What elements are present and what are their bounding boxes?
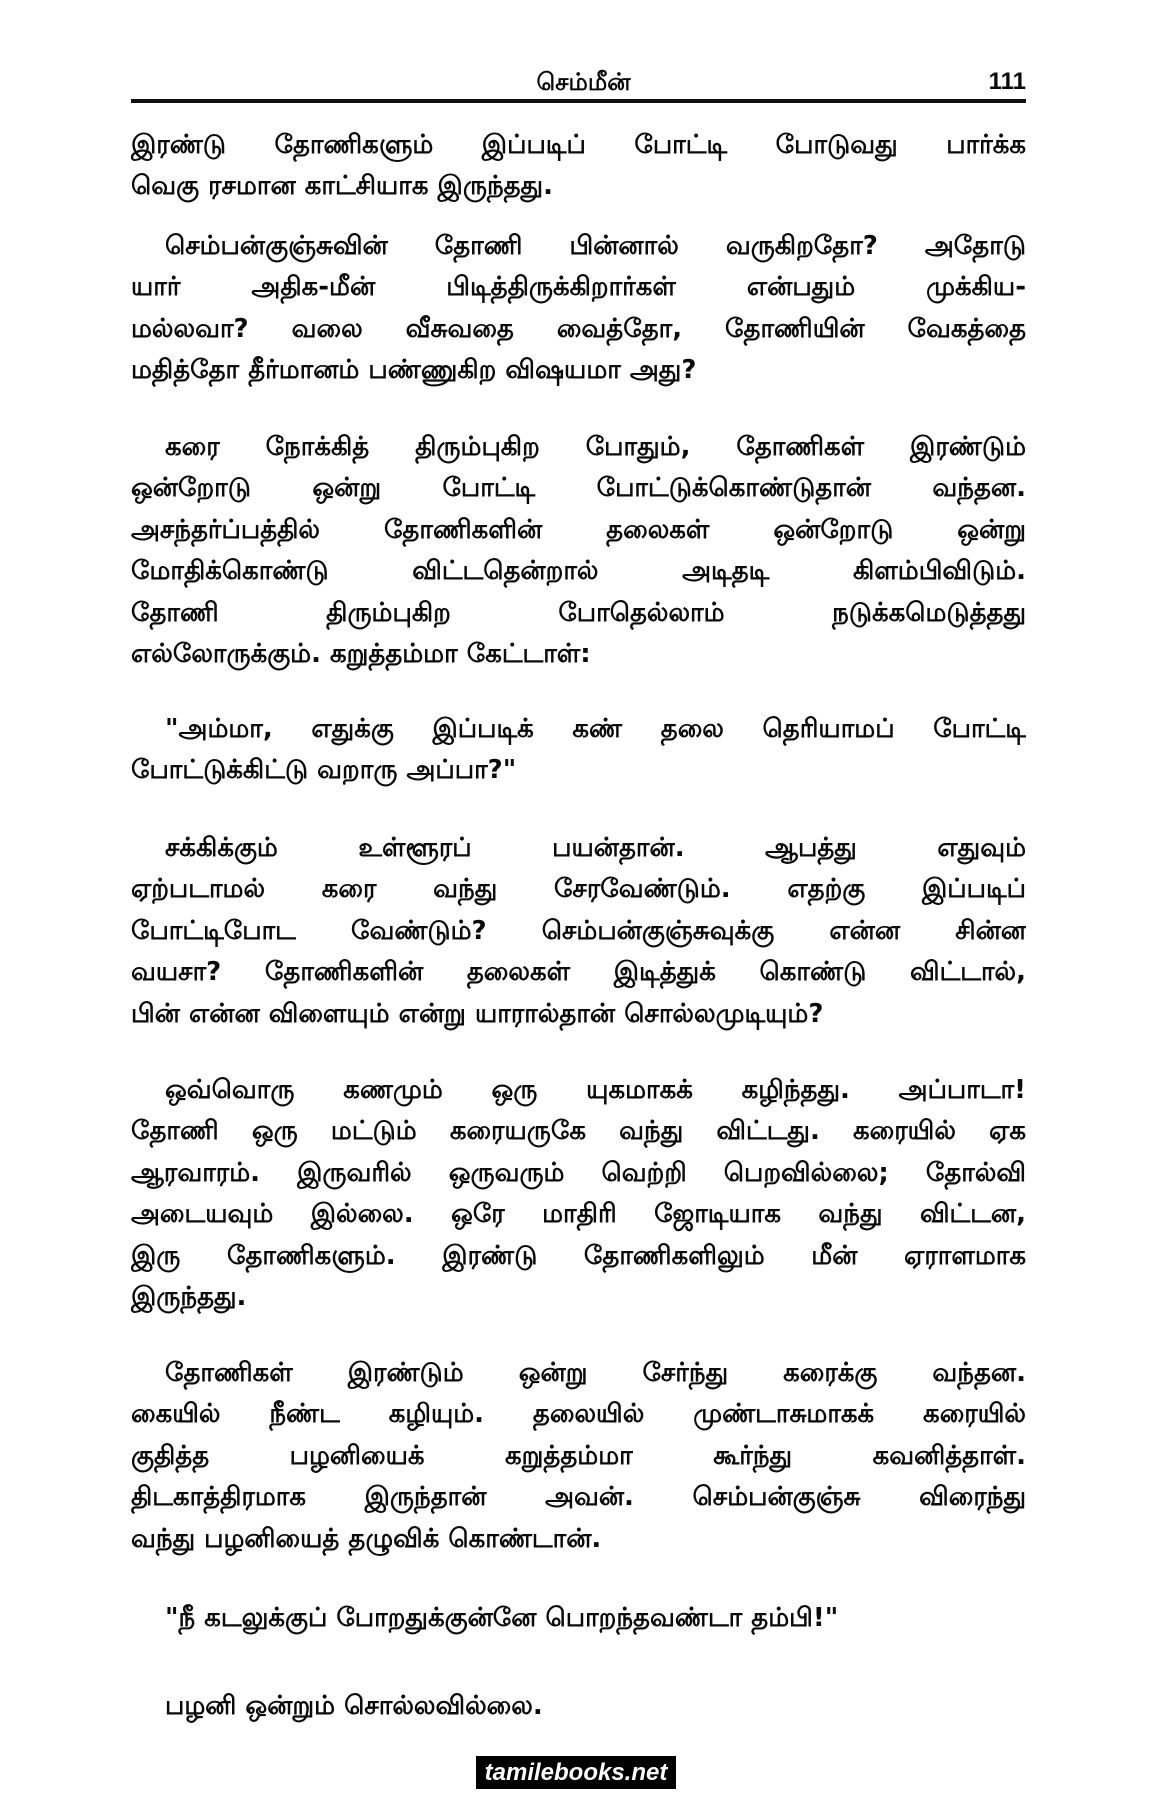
paragraph: [131, 1070, 1026, 1318]
text-line: தோணி ஒரு மட்டும் கரையருகே வந்து விட்டது. கரையில் ஏக: [131, 1116, 1026, 1147]
paragraph: [131, 1598, 1026, 1639]
text-line: போட்டிபோட வேண்டும்? செம்பன்குஞ்சுவுக்கு என்ன சின்ன: [131, 915, 1026, 946]
text-line: யார் அதிக-மீன் பிடித்திருக்கிறார்கள் என்பதும் முக்கிய-: [131, 272, 1026, 303]
text-line: ஒவ்வொரு கணமும் ஒரு யுகமாகக் கழிந்தது. அப்பாடா!: [165, 1075, 1026, 1105]
text-line: கரை நோக்கித் திரும்புகிற போதும், தோணிகள் இரண்டும்: [165, 432, 1026, 462]
text-line: வயசா? தோணிகளின் தலைகள் இடித்துக் கொண்டு விட்டால்,: [131, 957, 1026, 988]
text-line: செம்பன்குஞ்சுவின் தோணி பின்னால் வருகிறதோ? அதோடு: [165, 231, 1026, 261]
text-line: தோணி திரும்புகிற போதெல்லாம் நடுக்கமெடுத்தது: [131, 597, 1026, 628]
text-line: பழனி ஒன்றும் சொல்லவில்லை.: [165, 1691, 543, 1721]
paragraph: [131, 427, 1026, 675]
paragraph: [131, 226, 1026, 392]
text-line: இரண்டு தோணிகளும் இப்படிப் போட்டி போடுவது பார்க்க: [131, 130, 1026, 160]
text-line: ஏற்படாமல் கரை வந்து சேரவேண்டும். எதற்கு இப்படிப்: [131, 874, 1026, 905]
text-line: இரு தோணிகளும். இரண்டு தோணிகளிலும் மீன் ஏராளமாக: [131, 1240, 1026, 1271]
text-line: "நீ கடலுக்குப் போறதுக்குன்னே பொறந்தவண்டா தம்பி!": [165, 1603, 839, 1633]
text-line: மதித்தோ தீர்மானம் பண்ணுகிற விஷயமா அது?: [131, 355, 697, 386]
watermark-tamilebooks: tamilebooks.net: [476, 1756, 676, 1789]
text-line: கையில் நீண்ட கழியும். தலையில் முண்டாசுமாகக் கரையில்: [131, 1399, 1026, 1430]
text-line: சக்கிக்கும் உள்ளூரப் பயன்தான். ஆபத்து எதுவும்: [165, 833, 1026, 863]
text-line: மோதிக்கொண்டு விட்டதென்றால் அடிதடி கிளம்பிவிடும்.: [131, 556, 1026, 587]
page-number: 111: [988, 68, 1026, 95]
text-line: போட்டுக்கிட்டு வறாரு அப்பா?": [131, 755, 517, 786]
text-line: வந்து பழனியைத் தழுவிக் கொண்டான்.: [131, 1523, 602, 1554]
running-header-title: செம்மீன்: [536, 68, 631, 96]
text-line: குதித்த பழனியைக் கறுத்தம்மா கூர்ந்து கவனித்தாள்.: [131, 1440, 1026, 1471]
text-line: இருந்தது.: [131, 1281, 247, 1312]
paragraph: [131, 1353, 1026, 1560]
paragraph: [131, 709, 1026, 792]
text-line: எல்லோருக்கும். கறுத்தம்மா கேட்டாள்:: [131, 638, 591, 669]
header-rule: [131, 99, 1026, 103]
text-line: மல்லவா? வலை வீசுவதை வைத்தோ, தோணியின் வேகத்தை: [131, 313, 1026, 344]
text-line: அடையவும் இல்லை. ஒரே மாதிரி ஜோடியாக வந்து விட்டன,: [131, 1199, 1026, 1230]
paragraph: [131, 1686, 1026, 1727]
paragraph: [131, 125, 1026, 208]
text-line: தோணிகள் இரண்டும் ஒன்று சேர்ந்து கரைக்கு வந்தன.: [165, 1358, 1026, 1388]
paragraph: [131, 828, 1026, 1035]
text-line: "அம்மா, எதுக்கு இப்படிக் கண் தலை தெரியாமப் போட்டி: [165, 714, 1026, 744]
text-line: திடகாத்திரமாக இருந்தான் அவன். செம்பன்குஞ்சு விரைந்து: [131, 1482, 1026, 1513]
text-line: அசந்தர்ப்பத்தில் தோணிகளின் தலைகள் ஒன்றோடு ஒன்று: [131, 514, 1026, 545]
text-line: பின் என்ன விளையும் என்று யாரால்தான் சொல்லமுடியும்?: [131, 998, 824, 1029]
text-line: ஒன்றோடு ஒன்று போட்டி போட்டுக்கொண்டுதான் வந்தன.: [131, 473, 1026, 504]
text-line: வெகு ரசமான காட்சியாக இருந்தது.: [131, 171, 553, 202]
text-line: ஆரவாரம். இருவரில் ஒருவரும் வெற்றி பெறவில்லை; தோல்வி: [131, 1157, 1026, 1188]
